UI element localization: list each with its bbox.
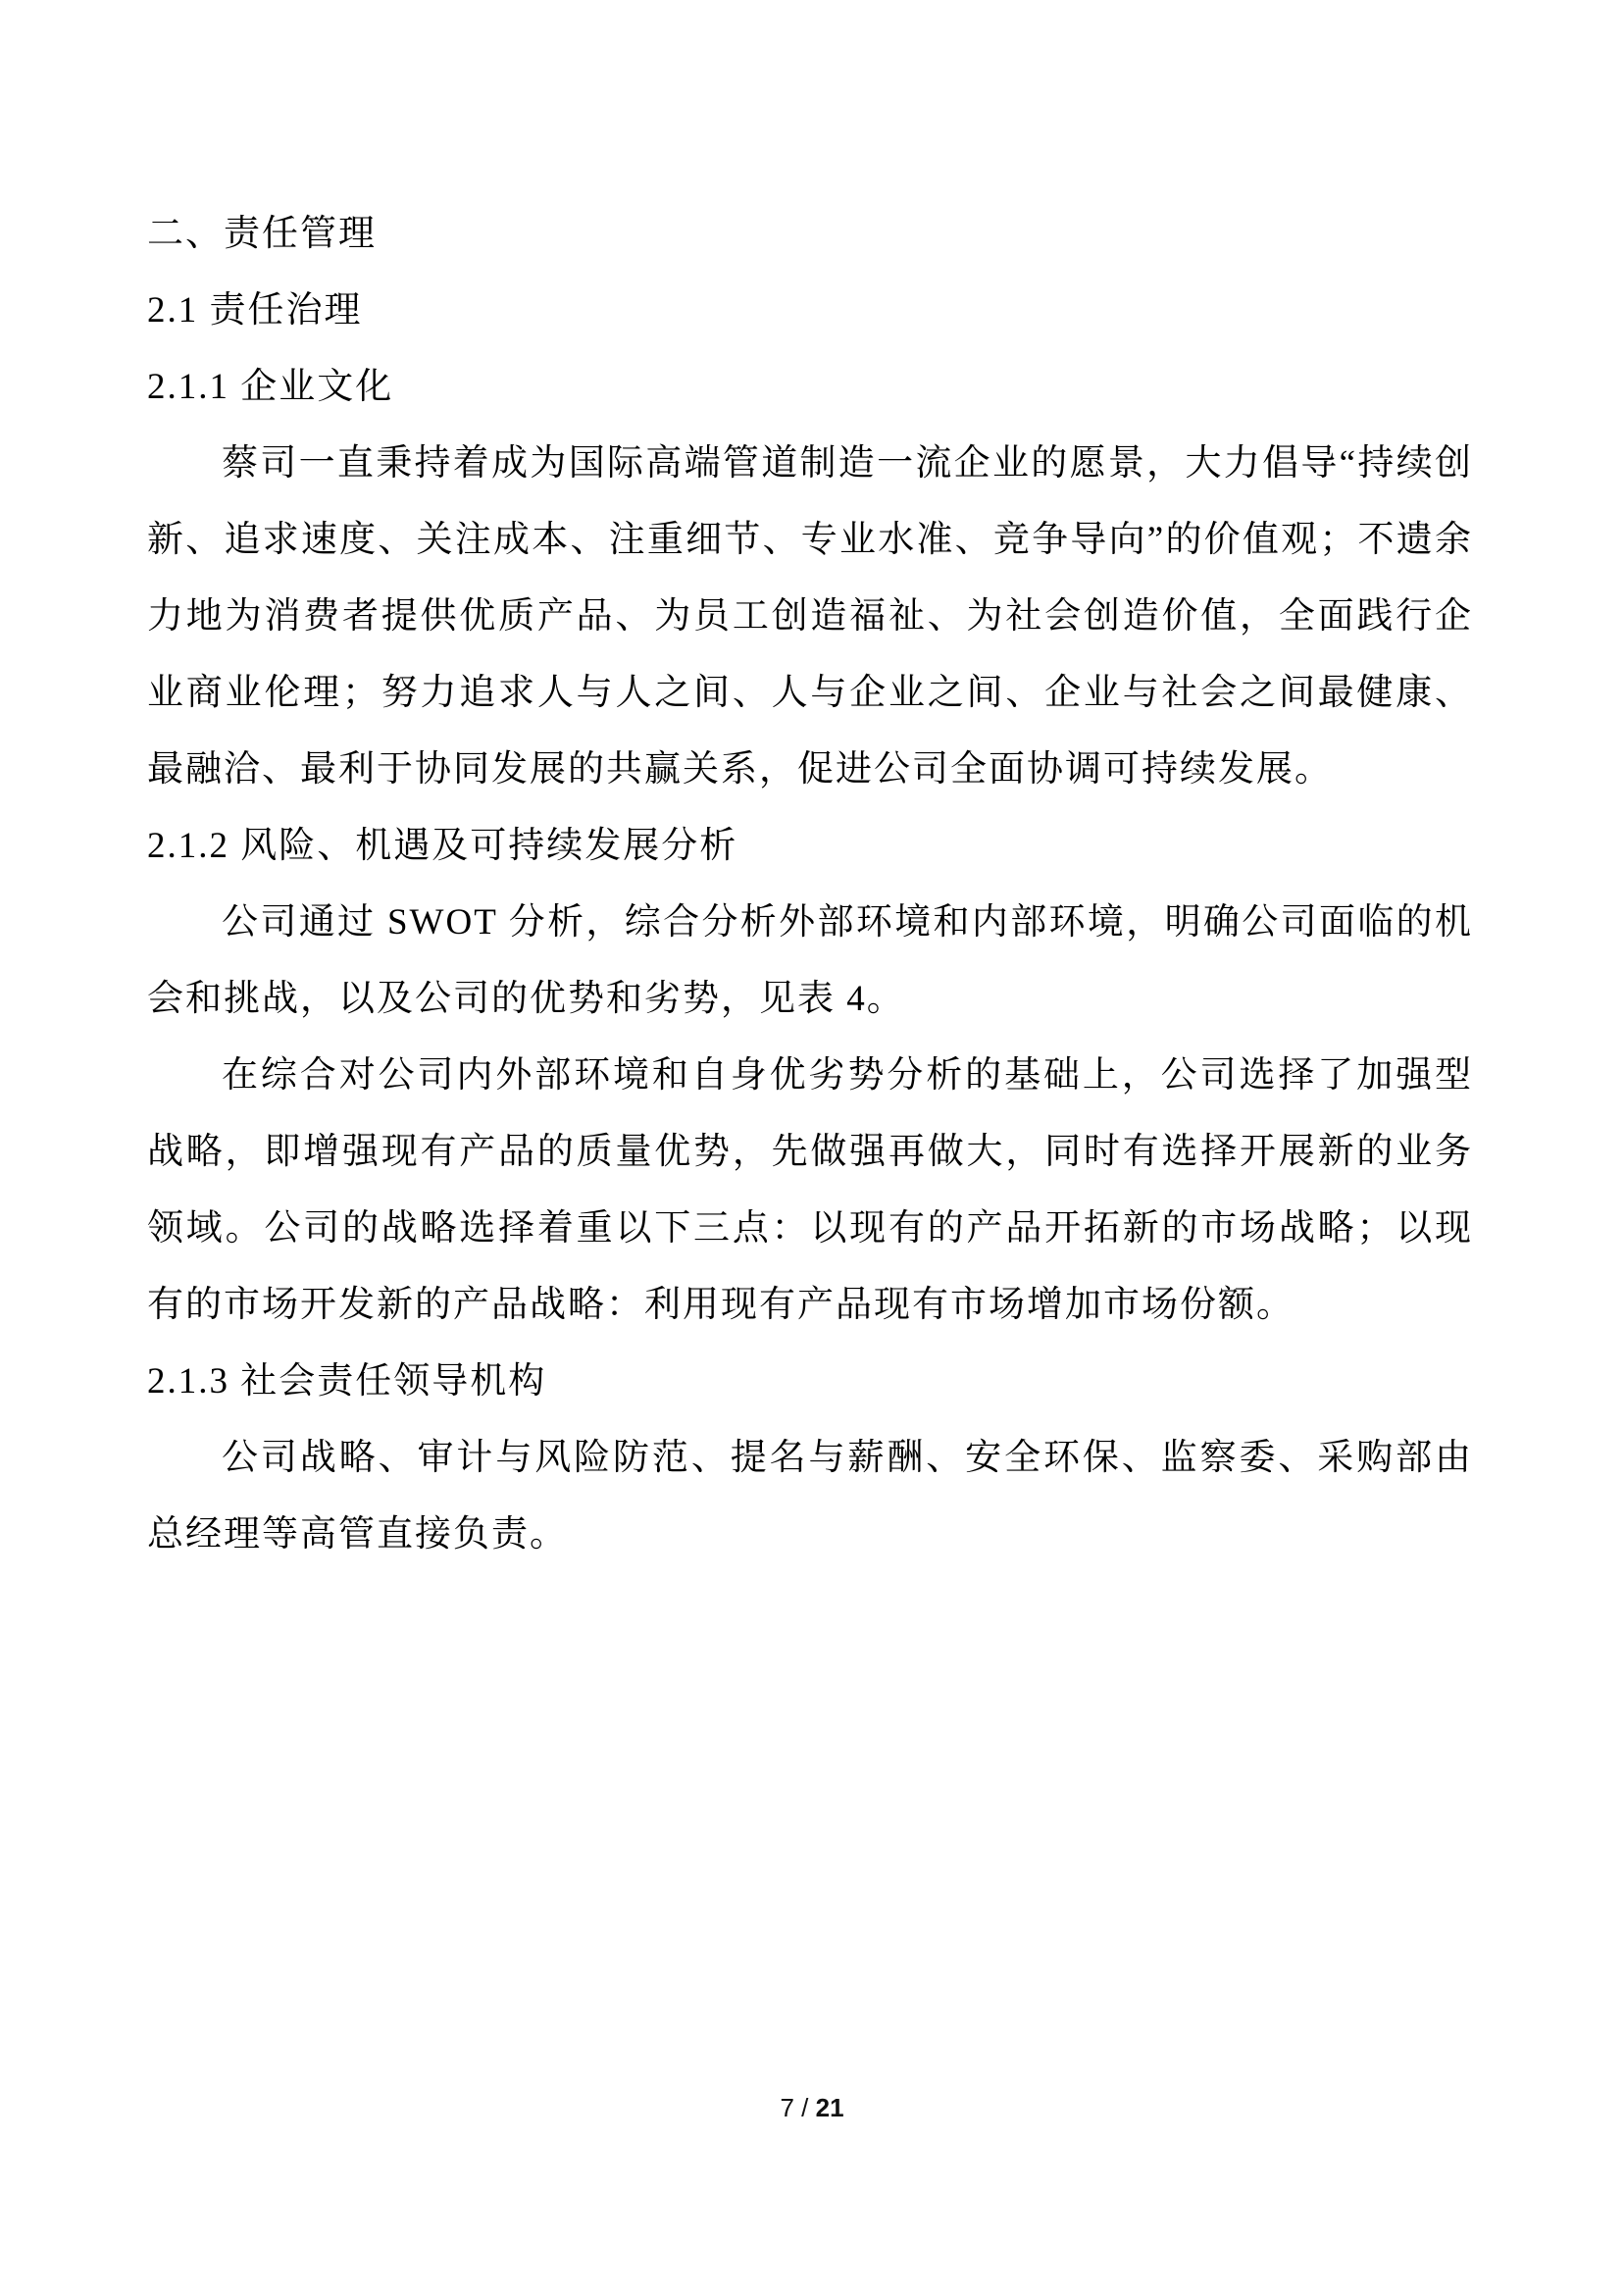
page-number-current: 7 bbox=[780, 2093, 794, 2122]
document-body bbox=[147, 196, 1473, 1573]
heading-subsection-2-1-2-risk-opportunity-analysis: 2.1.2 风险、机遇及可持续发展分析 bbox=[147, 826, 738, 866]
paragraph-strategy-choice: 在综合对公司内外部环境和自身优劣势分析的基础上，公司选择了加强型战略，即增强现有产品的质量优势，先做强再做大，同时有选择开展新的业务领域。公司的战略选择着重以下三点：以现有的产品开拓新的市场战略；以现有的市场开发新的产品战略：利用现有产品现有市场增加市场份额。 bbox=[147, 1055, 1473, 1325]
paragraph-corporate-culture: 蔡司一直秉持着成为国际高端管道制造一流企业的愿景，大力倡导“持续创新、追求速度、关注成本、注重细节、专业水准、竞争导向”的价值观；不遗余力地为消费者提供优质产品、为员工创造福祉、为社会创造价值，全面践行企业商业伦理；努力追求人与人之间、人与企业之间、企业与社会之间最健康、最融洽、最利于协同发展的共赢关系，促进公司全面协调可持续发展。 bbox=[147, 443, 1473, 790]
page-number-footer bbox=[0, 2091, 1624, 2124]
paragraph-swot-analysis: 公司通过 SWOT 分析，综合分析外部环境和内部环境，明确公司面临的机会和挑战，以及公司的优势和劣势，见表 4。 bbox=[147, 902, 1473, 1019]
heading-subsection-2-1-1-corporate-culture: 2.1.1 企业文化 bbox=[147, 367, 394, 407]
heading-chapter-responsibility-management: 二、责任管理 bbox=[147, 214, 377, 254]
heading-subsection-2-1-3-csr-leadership: 2.1.3 社会责任领导机构 bbox=[147, 1361, 547, 1402]
page-number-total: 21 bbox=[815, 2093, 844, 2122]
paragraph-csr-leadership: 公司战略、审计与风险防范、提名与薪酬、安全环保、监察委、采购部由总经理等高管直接负责。 bbox=[147, 1438, 1473, 1555]
page-number-separator: / bbox=[793, 2093, 816, 2122]
heading-section-2-1-responsibility-governance: 2.1 责任治理 bbox=[147, 290, 363, 331]
